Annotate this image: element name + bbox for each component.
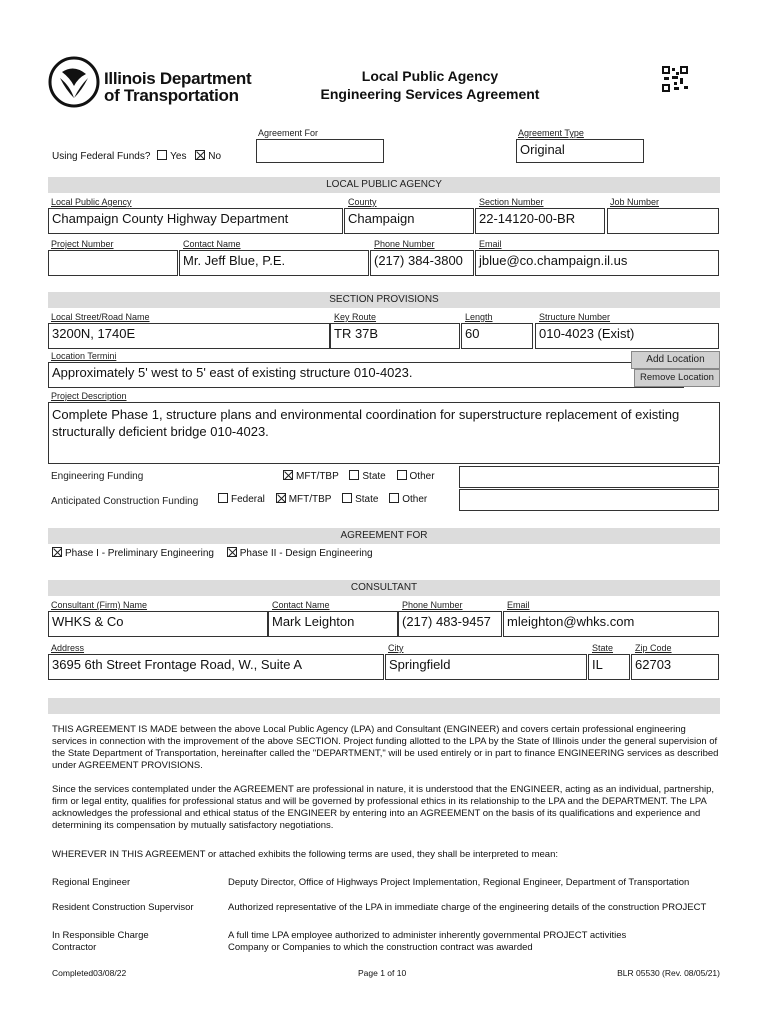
city-label: City [388, 643, 404, 653]
firm-name-label: Consultant (Firm) Name [51, 600, 148, 610]
definition-term: Contractor [52, 942, 97, 953]
federal-funds-row [52, 150, 221, 162]
form-number: BLR 05530 (Rev. 08/05/21) [617, 968, 720, 978]
const-state-label: State [355, 494, 379, 505]
consultant-phone-label: Phone Number [402, 600, 463, 610]
address-label: Address [51, 643, 85, 653]
lpa-band: LOCAL PUBLIC AGENCY [48, 177, 720, 193]
job-number-field[interactable] [607, 208, 719, 234]
eng-state-checkbox[interactable] [349, 470, 359, 480]
lpa-name-field[interactable]: Champaign County Highway Department [48, 208, 343, 234]
phase1-checkbox[interactable] [52, 547, 62, 557]
lpa-email-field[interactable]: jblue@co.champaign.il.us [475, 250, 719, 276]
project-number-field[interactable] [48, 250, 178, 276]
form-title-line2: Engineering Services Agreement [320, 86, 540, 102]
phase2-checkbox[interactable] [227, 547, 237, 557]
agreement-paragraph-2: Since the services contemplated under the AGREEMENT are professional in nature, it is understood that the ENGINEER, acting as an individual, partnership, firm or legal entity, qualifies for professional status and will be governed by professional ethics in its relationship to the LPA and the DEPARTMENT. The LPA acknowledges the professional and ethical status of the ENGINEER by entering into an AGREEMENT on the basis of its qualifications and experience and determining its compensation by mutually satisfactory negotiations. [52, 784, 715, 831]
eng-other-label: Other [409, 471, 435, 482]
lpa-name-label: Local Public Agency [51, 197, 132, 207]
engineering-funding-label: Engineering Funding [51, 471, 144, 482]
agreement-paragraph-3: WHEREVER IN THIS AGREEMENT or attached exhibits the following terms are used, they shall be interpreted to mean: [52, 849, 559, 860]
remove-location-button[interactable]: Remove Location [634, 369, 720, 387]
const-federal-label: Federal [231, 494, 265, 505]
eng-state-label: State [362, 471, 386, 482]
street-field[interactable]: 3200N, 1740E [48, 323, 330, 349]
phase2-label: Phase II - Design Engineering [239, 548, 373, 559]
lpa-contact-field[interactable]: Mr. Jeff Blue, P.E. [179, 250, 369, 276]
anticipated-funding-label: Anticipated Construction Funding [51, 496, 199, 507]
consultant-band: CONSULTANT [48, 580, 720, 596]
anticipated-funding-options [218, 493, 427, 505]
blank-band [48, 698, 720, 714]
eng-mft-label: MFT/TBP [296, 471, 339, 482]
zip-field[interactable]: 62703 [631, 654, 719, 680]
const-other-label: Other [402, 494, 428, 505]
consultant-email-field[interactable]: mleighton@whks.com [503, 611, 719, 637]
definition-meaning: Company or Companies to which the construction contract was awarded [228, 942, 533, 953]
eng-other-checkbox[interactable] [397, 470, 407, 480]
no-label: No [208, 151, 222, 162]
agreement-for-field[interactable] [256, 139, 384, 163]
page-number: Page 1 of 10 [358, 968, 407, 978]
lpa-contact-label: Contact Name [183, 239, 241, 249]
length-field[interactable]: 60 [461, 323, 533, 349]
phase-options [52, 547, 373, 559]
consultant-contact-field[interactable]: Mark Leighton [268, 611, 398, 637]
county-field[interactable]: Champaign [344, 208, 474, 234]
length-label: Length [465, 312, 493, 322]
definition-term: Resident Construction Supervisor [52, 902, 194, 913]
agreement-for-label: Agreement For [258, 128, 319, 138]
yes-label: Yes [170, 151, 187, 162]
const-mft-label: MFT/TBP [288, 494, 332, 505]
completed-date: Completed03/08/22 [52, 968, 127, 978]
eng-other-field[interactable] [459, 466, 719, 488]
const-state-checkbox[interactable] [342, 493, 352, 503]
firm-name-field[interactable]: WHKS & Co [48, 611, 268, 637]
federal-no-checkbox[interactable] [195, 150, 205, 160]
eng-mft-checkbox[interactable] [283, 470, 293, 480]
federal-yes-checkbox[interactable] [157, 150, 167, 160]
lpa-email-label: Email [479, 239, 502, 249]
location-termini-label: Location Termini [51, 351, 117, 361]
add-location-button[interactable]: Add Location [631, 351, 720, 369]
const-other-field[interactable] [459, 489, 719, 511]
location-termini-field[interactable]: Approximately 5' west to 5' east of existing structure 010-4023. [48, 362, 684, 388]
state-field[interactable]: IL [588, 654, 630, 680]
project-description-label: Project Description [51, 391, 127, 401]
project-description-field[interactable]: Complete Phase 1, structure plans and environmental coordination for superstructure replacement of existing structurally deficient bridge 010-4023. [48, 402, 720, 464]
agreement-type-label: Agreement Type [518, 128, 584, 138]
org-name-line2: of Transportation [104, 86, 239, 105]
phase1-label: Phase I - Preliminary Engineering [65, 548, 214, 559]
definition-meaning: A full time LPA employee authorized to administer inherently governmental PROJECT activities [228, 930, 627, 941]
key-route-label: Key Route [334, 312, 377, 322]
lpa-phone-label: Phone Number [374, 239, 435, 249]
qr-code-icon [662, 66, 688, 92]
county-label: County [348, 197, 377, 207]
section-band: SECTION PROVISIONS [48, 292, 720, 308]
const-mft-checkbox[interactable] [276, 493, 286, 503]
lpa-phone-field[interactable]: (217) 384-3800 [370, 250, 474, 276]
agreement-paragraph-1: THIS AGREEMENT IS MADE between the above Local Public Agency (LPA) and Consultant (ENGINEER) and covers certain professional engineering services in connection with the improvement of the above SECTION. Project funding allotted to the LPA by the State of Illinois under the general supervision of the State Department of Transportation, hereinafter called the "DEPARTMENT," will be used entirely or in part to finance ENGINEERING services as described under AGREEMENT PROVISIONS. [52, 724, 719, 771]
structure-number-label: Structure Number [539, 312, 611, 322]
key-route-field[interactable]: TR 37B [330, 323, 460, 349]
section-number-label: Section Number [479, 197, 544, 207]
idot-logo [48, 56, 100, 108]
structure-number-field[interactable]: 010-4023 (Exist) [535, 323, 719, 349]
definition-term: Regional Engineer [52, 877, 131, 888]
agreement-type-field[interactable]: Original [516, 139, 644, 163]
const-other-checkbox[interactable] [389, 493, 399, 503]
consultant-contact-label: Contact Name [272, 600, 330, 610]
engineering-funding-options [283, 470, 435, 482]
zip-label: Zip Code [635, 643, 672, 653]
city-field[interactable]: Springfield [385, 654, 587, 680]
agreement-for-band: AGREEMENT FOR [48, 528, 720, 544]
consultant-phone-field[interactable]: (217) 483-9457 [398, 611, 502, 637]
job-number-label: Job Number [610, 197, 660, 207]
definition-term: In Responsible Charge [52, 930, 149, 941]
org-name-line1: Illinois Department [104, 69, 252, 88]
consultant-email-label: Email [507, 600, 530, 610]
form-title-line1: Local Public Agency [361, 68, 499, 84]
definition-meaning: Authorized representative of the LPA in immediate charge of the engineering details of the construction PROJECT [228, 902, 707, 913]
state-label: State [592, 643, 614, 653]
address-field[interactable]: 3695 6th Street Frontage Road, W., Suite A [48, 654, 384, 680]
street-label: Local Street/Road Name [51, 312, 150, 322]
section-number-field[interactable]: 22-14120-00-BR [475, 208, 605, 234]
definition-meaning: Deputy Director, Office of Highways Project Implementation, Regional Engineer, Department of Transportation [228, 877, 690, 888]
const-federal-checkbox[interactable] [218, 493, 228, 503]
federal-funds-label: Using Federal Funds? [52, 151, 151, 162]
project-number-label: Project Number [51, 239, 114, 249]
